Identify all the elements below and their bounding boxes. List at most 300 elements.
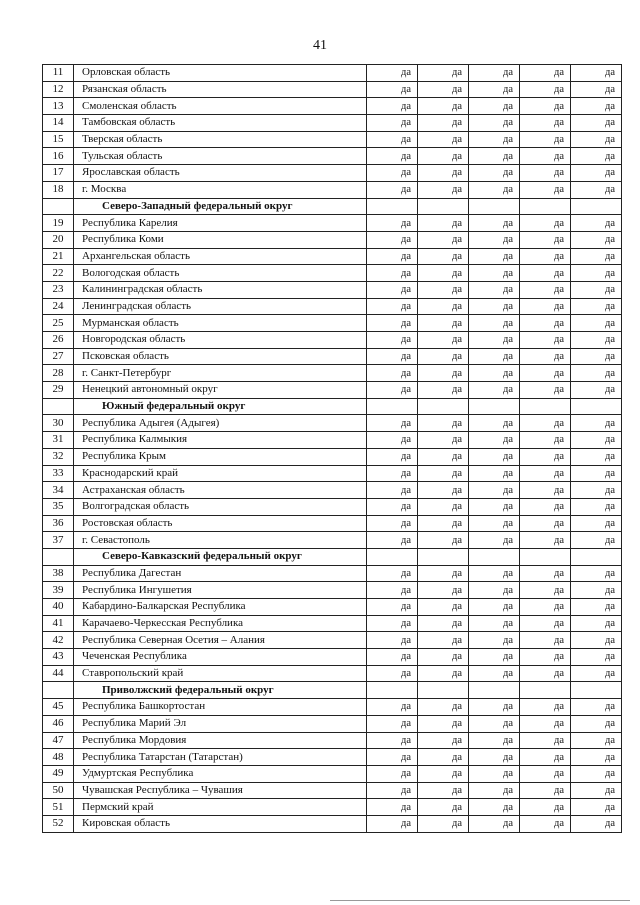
value-cell: да [571,315,622,332]
table-row [43,632,622,649]
value-cell: да [367,382,418,399]
region-name: Ростовская область [74,515,367,532]
region-name: Республика Татарстан (Татарстан) [74,749,367,766]
empty-cell [520,398,571,415]
row-number: 12 [43,81,74,98]
value-cell: да [469,482,520,499]
value-cell: да [418,265,469,282]
region-name: Республика Мордовия [74,732,367,749]
value-cell: да [469,65,520,82]
value-cell: да [418,231,469,248]
value-cell: да [571,465,622,482]
value-cell: да [418,732,469,749]
value-cell: да [367,582,418,599]
value-cell: да [520,432,571,449]
value-cell: да [367,365,418,382]
value-cell: да [520,615,571,632]
value-cell: да [418,315,469,332]
region-name: Чувашская Республика – Чувашия [74,782,367,799]
row-number: 51 [43,799,74,816]
value-cell: да [418,649,469,666]
value-cell: да [418,465,469,482]
value-cell: да [367,165,418,182]
value-cell: да [520,465,571,482]
value-cell: да [520,115,571,132]
value-cell: да [520,248,571,265]
value-cell: да [571,81,622,98]
row-number: 13 [43,98,74,115]
district-name: Южный федеральный округ [74,398,367,415]
table-row [43,599,622,616]
row-number: 35 [43,498,74,515]
empty-cell [418,198,469,215]
value-cell: да [520,582,571,599]
value-cell: да [571,365,622,382]
region-name: Архангельская область [74,248,367,265]
value-cell: да [418,582,469,599]
row-number: 52 [43,815,74,832]
row-number-cell [43,398,74,415]
value-cell: да [367,532,418,549]
region-name: Краснодарский край [74,465,367,482]
value-cell: да [520,265,571,282]
value-cell: да [367,315,418,332]
value-cell: да [571,732,622,749]
value-cell: да [367,81,418,98]
value-cell: да [367,265,418,282]
empty-cell [418,398,469,415]
value-cell: да [571,148,622,165]
value-cell: да [418,799,469,816]
row-number: 46 [43,715,74,732]
value-cell: да [571,482,622,499]
region-name: Рязанская область [74,81,367,98]
value-cell: да [571,231,622,248]
region-name: Псковская область [74,348,367,365]
row-number: 25 [43,315,74,332]
value-cell: да [520,148,571,165]
empty-cell [469,548,520,565]
table-row [43,732,622,749]
region-name: Республика Крым [74,448,367,465]
value-cell: да [418,332,469,349]
row-number-cell [43,198,74,215]
value-cell: да [469,765,520,782]
row-number: 30 [43,415,74,432]
value-cell: да [469,415,520,432]
value-cell: да [571,281,622,298]
region-name: Калининградская область [74,281,367,298]
region-name: Пермский край [74,799,367,816]
region-name: Республика Коми [74,231,367,248]
value-cell: да [520,65,571,82]
empty-cell [367,398,418,415]
value-cell: да [367,181,418,198]
value-cell: да [571,765,622,782]
empty-cell [367,682,418,699]
empty-cell [469,682,520,699]
region-name: Республика Марий Эл [74,715,367,732]
value-cell: да [367,649,418,666]
value-cell: да [367,348,418,365]
empty-cell [571,548,622,565]
table-row [43,348,622,365]
value-cell: да [520,532,571,549]
row-number: 36 [43,515,74,532]
value-cell: да [571,98,622,115]
table-row [43,799,622,816]
row-number: 11 [43,65,74,82]
table-row [43,699,622,716]
value-cell: да [520,565,571,582]
row-number: 50 [43,782,74,799]
table-row [43,582,622,599]
region-name: Тверская область [74,131,367,148]
value-cell: да [418,599,469,616]
table-row [43,81,622,98]
value-cell: да [418,65,469,82]
row-number: 38 [43,565,74,582]
value-cell: да [367,465,418,482]
row-number: 29 [43,382,74,399]
empty-cell [571,398,622,415]
value-cell: да [571,348,622,365]
row-number: 40 [43,599,74,616]
value-cell: да [367,281,418,298]
row-number: 47 [43,732,74,749]
value-cell: да [571,65,622,82]
value-cell: да [469,382,520,399]
table-row [43,815,622,832]
row-number: 34 [43,482,74,499]
region-name: Вологодская область [74,265,367,282]
value-cell: да [520,231,571,248]
regions-table [42,64,622,833]
region-name: Орловская область [74,65,367,82]
value-cell: да [469,699,520,716]
table-row [43,315,622,332]
value-cell: да [520,281,571,298]
table-row [43,165,622,182]
table-row [43,715,622,732]
value-cell: да [418,665,469,682]
value-cell: да [520,799,571,816]
value-cell: да [418,81,469,98]
value-cell: да [418,615,469,632]
value-cell: да [367,231,418,248]
row-number: 37 [43,532,74,549]
value-cell: да [367,515,418,532]
value-cell: да [469,115,520,132]
value-cell: да [418,348,469,365]
value-cell: да [520,215,571,232]
value-cell: да [418,815,469,832]
value-cell: да [367,815,418,832]
district-header-row [43,682,622,699]
table-row [43,148,622,165]
value-cell: да [571,498,622,515]
value-cell: да [571,165,622,182]
value-cell: да [469,265,520,282]
value-cell: да [367,448,418,465]
empty-cell [571,198,622,215]
value-cell: да [367,632,418,649]
row-number: 26 [43,332,74,349]
value-cell: да [520,782,571,799]
empty-cell [469,398,520,415]
value-cell: да [367,65,418,82]
value-cell: да [520,498,571,515]
value-cell: да [571,515,622,532]
value-cell: да [367,765,418,782]
value-cell: да [418,281,469,298]
region-name: г. Севастополь [74,532,367,549]
value-cell: да [469,348,520,365]
value-cell: да [520,332,571,349]
value-cell: да [571,599,622,616]
value-cell: да [367,799,418,816]
table-row [43,515,622,532]
region-name: Республика Карелия [74,215,367,232]
value-cell: да [367,599,418,616]
value-cell: да [520,665,571,682]
value-cell: да [469,365,520,382]
row-number: 41 [43,615,74,632]
value-cell: да [469,732,520,749]
value-cell: да [571,582,622,599]
value-cell: да [418,98,469,115]
value-cell: да [367,332,418,349]
region-name: Тульская область [74,148,367,165]
value-cell: да [367,615,418,632]
region-name: Чеченская Республика [74,649,367,666]
table-row [43,181,622,198]
value-cell: да [520,298,571,315]
value-cell: да [469,649,520,666]
value-cell: да [367,699,418,716]
value-cell: да [571,799,622,816]
table-row [43,532,622,549]
region-name: Кабардино-Балкарская Республика [74,599,367,616]
value-cell: да [367,565,418,582]
value-cell: да [469,515,520,532]
value-cell: да [418,181,469,198]
row-number: 24 [43,298,74,315]
district-name: Северо-Западный федеральный округ [74,198,367,215]
value-cell: да [367,498,418,515]
region-name: Ленинградская область [74,298,367,315]
value-cell: да [571,532,622,549]
value-cell: да [469,565,520,582]
value-cell: да [469,465,520,482]
value-cell: да [520,348,571,365]
value-cell: да [520,815,571,832]
row-number: 16 [43,148,74,165]
table-row [43,65,622,82]
value-cell: да [469,315,520,332]
value-cell: да [367,115,418,132]
value-cell: да [367,665,418,682]
row-number: 44 [43,665,74,682]
value-cell: да [418,382,469,399]
table-row [43,281,622,298]
table-row [43,365,622,382]
region-name: Ярославская область [74,165,367,182]
value-cell: да [469,432,520,449]
value-cell: да [418,148,469,165]
table-body [43,65,622,833]
value-cell: да [571,665,622,682]
region-name: Республика Башкортостан [74,699,367,716]
row-number: 28 [43,365,74,382]
value-cell: да [520,131,571,148]
value-cell: да [571,749,622,766]
value-cell: да [571,615,622,632]
value-cell: да [469,498,520,515]
value-cell: да [571,649,622,666]
value-cell: да [367,131,418,148]
value-cell: да [469,181,520,198]
row-number-cell [43,682,74,699]
empty-cell [520,198,571,215]
table-row [43,415,622,432]
value-cell: да [520,482,571,499]
value-cell: да [418,632,469,649]
table-row [43,332,622,349]
region-name: Удмуртская Республика [74,765,367,782]
table-row [43,231,622,248]
value-cell: да [469,582,520,599]
value-cell: да [520,448,571,465]
value-cell: да [571,715,622,732]
value-cell: да [520,732,571,749]
district-name: Приволжский федеральный округ [74,682,367,699]
table-row [43,215,622,232]
value-cell: да [520,365,571,382]
value-cell: да [418,498,469,515]
value-cell: да [469,231,520,248]
value-cell: да [469,165,520,182]
value-cell: да [469,81,520,98]
value-cell: да [418,532,469,549]
value-cell: да [571,215,622,232]
value-cell: да [520,382,571,399]
empty-cell [571,682,622,699]
value-cell: да [469,632,520,649]
value-cell: да [571,332,622,349]
empty-cell [367,198,418,215]
value-cell: да [418,115,469,132]
region-name: Республика Адыгея (Адыгея) [74,415,367,432]
value-cell: да [469,215,520,232]
value-cell: да [367,98,418,115]
value-cell: да [571,248,622,265]
region-name: Республика Ингушетия [74,582,367,599]
empty-cell [367,548,418,565]
row-number: 14 [43,115,74,132]
value-cell: да [418,165,469,182]
value-cell: да [520,98,571,115]
value-cell: да [469,815,520,832]
value-cell: да [418,131,469,148]
value-cell: да [571,815,622,832]
region-name: Республика Калмыкия [74,432,367,449]
value-cell: да [367,298,418,315]
value-cell: да [367,148,418,165]
value-cell: да [520,649,571,666]
value-cell: да [469,332,520,349]
row-number: 43 [43,649,74,666]
row-number: 49 [43,765,74,782]
row-number: 17 [43,165,74,182]
table-row [43,265,622,282]
row-number: 45 [43,699,74,716]
value-cell: да [520,749,571,766]
value-cell: да [571,448,622,465]
table-row [43,765,622,782]
region-name: Мурманская область [74,315,367,332]
value-cell: да [520,699,571,716]
row-number: 18 [43,181,74,198]
page-number: 41 [313,38,327,53]
value-cell: да [418,765,469,782]
value-cell: да [418,715,469,732]
value-cell: да [571,265,622,282]
value-cell: да [469,782,520,799]
row-number: 31 [43,432,74,449]
value-cell: да [469,131,520,148]
district-header-row [43,548,622,565]
value-cell: да [520,765,571,782]
value-cell: да [469,599,520,616]
region-name: Республика Дагестан [74,565,367,582]
row-number: 20 [43,231,74,248]
row-number: 19 [43,215,74,232]
value-cell: да [571,632,622,649]
value-cell: да [571,782,622,799]
value-cell: да [520,415,571,432]
row-number: 39 [43,582,74,599]
row-number: 27 [43,348,74,365]
value-cell: да [571,699,622,716]
row-number: 22 [43,265,74,282]
value-cell: да [418,365,469,382]
table-row [43,98,622,115]
value-cell: да [418,482,469,499]
value-cell: да [367,782,418,799]
table-row [43,448,622,465]
value-cell: да [571,115,622,132]
value-cell: да [469,298,520,315]
value-cell: да [469,615,520,632]
table-row [43,615,622,632]
value-cell: да [469,799,520,816]
value-cell: да [571,382,622,399]
value-cell: да [469,448,520,465]
table-row [43,782,622,799]
value-cell: да [418,415,469,432]
value-cell: да [469,148,520,165]
table-row [43,298,622,315]
value-cell: да [367,432,418,449]
value-cell: да [418,565,469,582]
row-number: 48 [43,749,74,766]
value-cell: да [571,131,622,148]
table-row [43,749,622,766]
table-row [43,248,622,265]
region-name: Смоленская область [74,98,367,115]
region-name: Карачаево-Черкесская Республика [74,615,367,632]
